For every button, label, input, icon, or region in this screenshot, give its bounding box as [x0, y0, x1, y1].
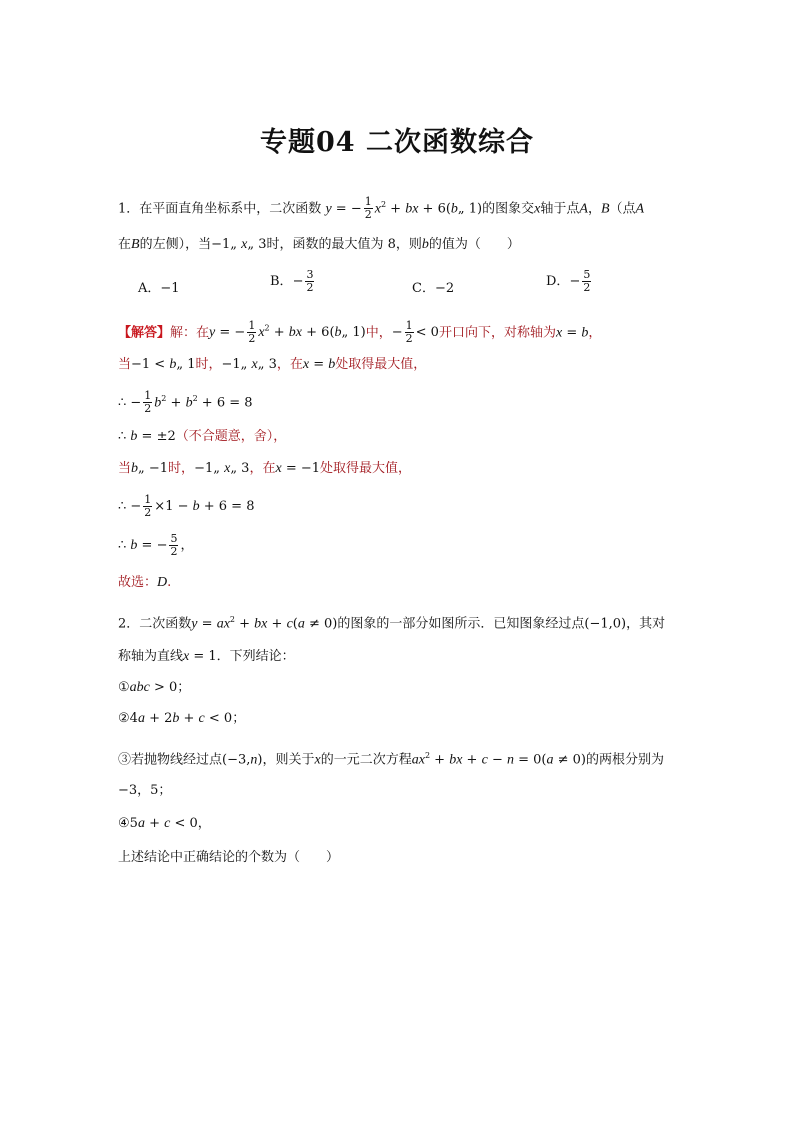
answer-text: 处取得最大值， [320, 461, 412, 476]
q2-conclusion-4: ④5a + c < 0， [118, 816, 211, 831]
q1-number: 1． [118, 201, 140, 217]
q1-answer-line3: ∴ − $\frac{1}{2}$ $b^2 + b^2 + 6 = 8$ [118, 389, 253, 416]
q2-stem-line1: 2．二次函数$y = ax^2$ + bx + c(a ≠ 0)的图象的一部分如图所示．已知图象经过点(−1,0)，其对 [118, 615, 666, 632]
q1-stem-text: 轴于点 [540, 201, 580, 217]
page-title: 专题04 二次函数综合 [260, 127, 534, 158]
q2-stem-text: ，则关于 [262, 752, 315, 768]
q1-stem-text: 的值为（ ） [428, 237, 520, 252]
answer-text: （不合题意，舍）， [175, 429, 287, 444]
q1-stem-text: 在平面直角坐标系中，二次函数 [139, 201, 322, 217]
q1-answer-line1: 【解答】解：在y = − $\frac{1}{2}$ $x^2$ + bx + 6(b„ 1)中，− $\frac{1}{2}$ < 0开口向下，对称轴为x = b， [118, 319, 602, 346]
answer-text: ，在 [276, 357, 303, 372]
q1-option-c: C．−2 [412, 281, 455, 296]
q2-stem-line2: 称轴为直线x = 1．下列结论： [118, 649, 295, 664]
answer-tag: 【解答】 [118, 325, 171, 341]
q2-stem-text: 的两根分别为 [585, 752, 664, 768]
q1-stem-line1: 1．在平面直角坐标系中，二次函数 y = − $\frac{1}{2}$ $x^2$ + bx + 6(b„ 1)的图象交x轴于点A，B（点A [118, 195, 645, 222]
q1-option-b: B．− $\frac{3}{2}$ [270, 268, 314, 294]
q2-stem-text: ③若抛物线经过点 [118, 752, 223, 768]
q2-conclusion-1: ①abc > 0； [118, 680, 191, 695]
q2-stem-text: ① [118, 680, 130, 695]
q2-stem-text: ② [118, 711, 130, 726]
q1-answer-line7: ∴ b = − $\frac{5}{2}$ ， [118, 532, 194, 558]
answer-text: 当 [118, 357, 132, 372]
answer-text: 中， [365, 325, 392, 341]
answer-text: 时， [168, 461, 195, 476]
q1-option-a: A．−1 [138, 281, 180, 296]
q1-answer-line5: 当b„ −1时，−1„ x„ 3，在x = −1处取得最大值， [118, 461, 412, 476]
q1-stem-text: 的图象交 [482, 201, 535, 217]
answer-text: 解：在 [170, 325, 210, 341]
q2-stem-text: ，其对 [626, 616, 666, 632]
answer-text: 当 [118, 461, 132, 476]
q2-stem-text: 称轴为直线 [118, 649, 184, 664]
answer-text: 开口向下，对称轴为 [438, 325, 556, 341]
q2-final-question: 上述结论中正确结论的个数为（ ） [118, 850, 340, 865]
q2-stem-text: −3，5； [118, 783, 172, 798]
q2-stem-text: ．下列结论： [216, 649, 295, 664]
q1-answer-line8: 故选：D. [118, 575, 172, 590]
answer-text: ，在 [249, 461, 276, 476]
q1-answer-line4: ∴ b = ±2（不合题意，舍）， [118, 429, 287, 444]
q2-conclusion-3-roots [118, 782, 171, 800]
q1-stem-text: 时，函数的最大值为 8，则 [266, 237, 422, 252]
q2-conclusion-3: ③若抛物线经过点(−3,n)，则关于x的一元二次方程$ax^2$ + bx + c − n = 0(a ≠ 0)的两根分别为 [118, 751, 664, 768]
q1-stem-text: 的左侧），当 [139, 237, 212, 252]
q2-stem-text: 的图象的一部分如图所示．已知图象经过点 [337, 616, 585, 632]
answer-text: . [167, 575, 172, 590]
q1-option-d: D．− $\frac{5}{2}$ [546, 268, 591, 294]
q2-conclusion-2: ②4a + 2b + c < 0； [118, 711, 246, 726]
q1-answer-line6: ∴ − $\frac{1}{2}$ ×1 − b + 6 = 8 [118, 493, 255, 519]
answer-text: 处取得最大值， [335, 357, 427, 372]
q2-number: 2． [118, 616, 140, 632]
answer-text: 时， [195, 357, 222, 372]
q2-stem-text: ④ [118, 816, 130, 831]
q2-stem-text: 二次函数 [139, 616, 192, 632]
q2-stem-text: 的一元二次方程 [320, 752, 412, 768]
answer-text: 故选： [118, 575, 158, 590]
q1-stem-text: 在 [118, 237, 132, 252]
q1-stem-line2: 在B的左侧），当−1„ x„ 3时，函数的最大值为 8，则b的值为（ ） [118, 237, 520, 252]
q1-answer-line2: 当−1 < b„ 1时，−1„ x„ 3，在x = b处取得最大值， [118, 357, 427, 372]
q1-stem-text: （点 [609, 201, 636, 217]
